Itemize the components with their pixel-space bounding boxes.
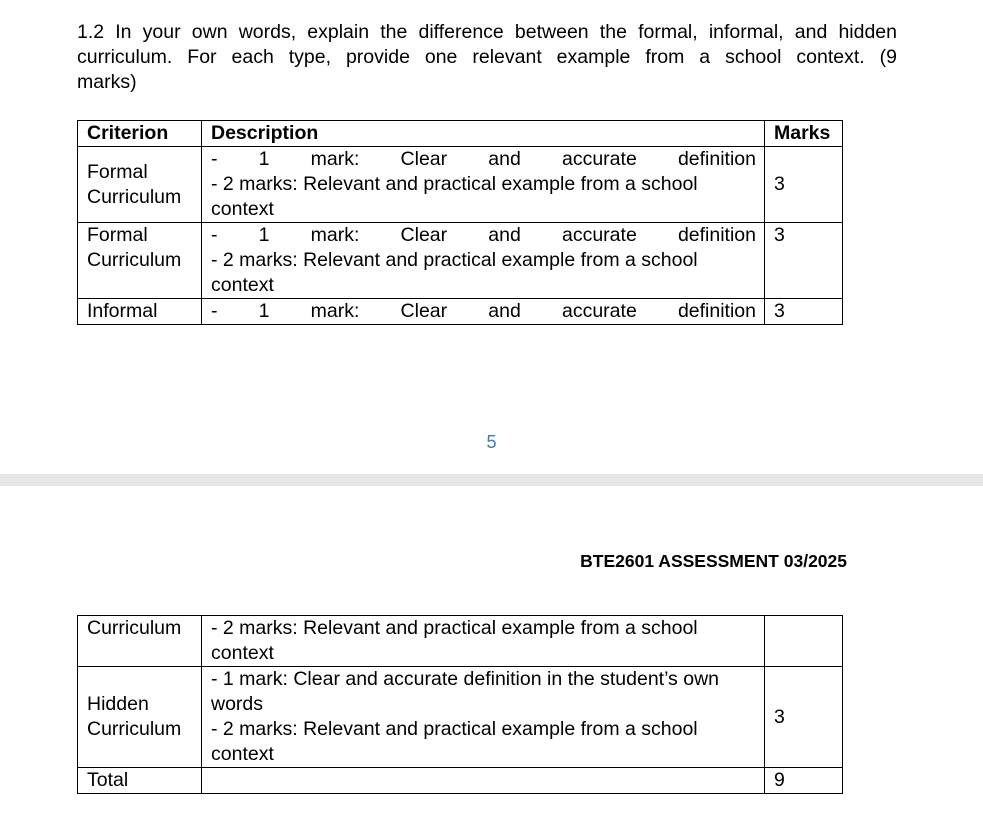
description-line: - 2 marks: Relevant and practical example from a school — [211, 718, 698, 740]
description-cell — [202, 667, 765, 768]
description-line: - 1 mark: Clear and accurate definition — [211, 148, 756, 170]
description-line: context — [211, 274, 274, 296]
criterion-cell — [78, 223, 202, 299]
total-value: 9 — [765, 768, 843, 794]
description-line: context — [211, 743, 274, 765]
description-cell — [202, 299, 765, 325]
criterion-line: Curriculum — [87, 718, 182, 740]
total-description-cell — [202, 768, 765, 794]
marks-cell: 3 — [765, 667, 843, 768]
description-line: - 1 mark: Clear and accurate definition — [211, 224, 756, 246]
question-text — [77, 20, 897, 95]
question-line: 1.2 In your own words, explain the difference between the formal, informal, and hidden — [77, 21, 897, 43]
description-line: words — [211, 693, 264, 715]
marks-cell: 3 — [765, 299, 843, 325]
criterion-line: Formal — [87, 160, 148, 183]
table-header-row — [78, 121, 843, 147]
criterion-cell — [78, 667, 202, 768]
table-row — [78, 147, 843, 223]
table-row — [78, 616, 843, 667]
question-line: curriculum. For each type, provide one relevant example from a school context. (9 — [77, 46, 897, 68]
page-separator — [0, 474, 983, 486]
total-row — [78, 768, 843, 794]
marks-cell: 3 — [765, 147, 843, 223]
description-cell — [202, 616, 765, 667]
marks-cell: 3 — [765, 223, 843, 299]
description-cell — [202, 147, 765, 223]
criterion-line: Informal — [87, 300, 158, 322]
description-line: context — [211, 642, 274, 664]
table-row — [78, 299, 843, 325]
rubric-table-part-1 — [77, 120, 843, 325]
header-description: Description — [202, 121, 765, 147]
criterion-line: Formal — [87, 224, 148, 246]
description-cell — [202, 223, 765, 299]
header-criterion: Criterion — [78, 121, 202, 147]
rubric-table-part-2 — [77, 615, 843, 794]
document-header: BTE2601 ASSESSMENT 03/2025 — [580, 551, 847, 571]
criterion-line: Curriculum — [87, 185, 182, 208]
criterion-line: Curriculum — [87, 617, 182, 639]
description-line: - 1 mark: Clear and accurate definition — [211, 300, 756, 322]
description-line: context — [211, 198, 274, 220]
total-label: Total — [78, 768, 202, 794]
description-line: - 2 marks: Relevant and practical example from a school — [211, 617, 698, 639]
table-row — [78, 223, 843, 299]
criterion-cell — [78, 616, 202, 667]
description-line: - 1 mark: Clear and accurate definition in the student’s own — [211, 668, 719, 690]
header-marks: Marks — [765, 121, 843, 147]
criterion-line: Hidden — [87, 693, 149, 715]
criterion-cell — [78, 299, 202, 325]
criterion-line: Curriculum — [87, 249, 182, 271]
table-row — [78, 667, 843, 768]
criterion-cell — [78, 147, 202, 223]
marks-cell — [765, 616, 843, 667]
description-line: - 2 marks: Relevant and practical example from a school — [211, 173, 698, 195]
question-line: marks) — [77, 71, 137, 93]
description-line: - 2 marks: Relevant and practical example from a school — [211, 249, 698, 271]
page-number: 5 — [486, 432, 497, 452]
